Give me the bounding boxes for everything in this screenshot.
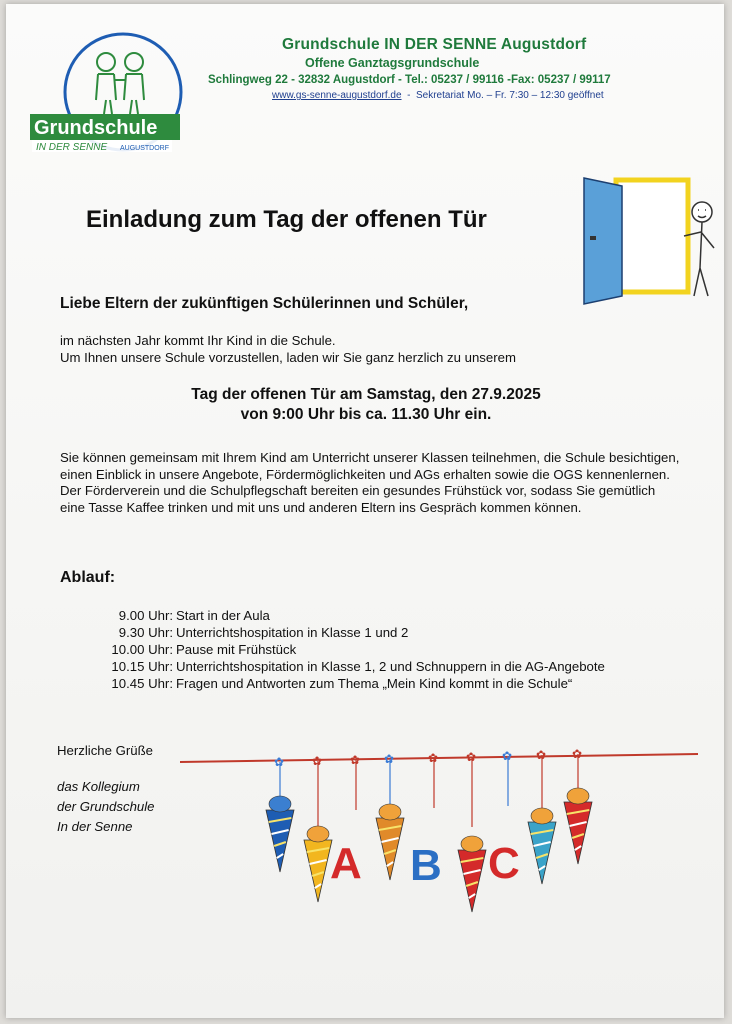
schedule-time: 9.00 Uhr: bbox=[118, 608, 173, 623]
bow-icon: ✿ bbox=[274, 755, 285, 769]
schedule-desc: Unterrichtshospitation in Klasse 1 und 2 bbox=[176, 625, 409, 640]
schedule-time: 10.15 Uhr: bbox=[111, 659, 173, 674]
cone-wrapping bbox=[531, 808, 553, 824]
door-panel bbox=[584, 178, 622, 304]
school-type: Offene Ganztagsgrundschule bbox=[305, 56, 480, 70]
signature-line: der Grundschule bbox=[57, 799, 155, 814]
cone-wrapping bbox=[307, 826, 329, 842]
logo-place: AUGUSTDORF bbox=[120, 145, 169, 152]
children-drawing-icon bbox=[96, 53, 144, 114]
schedule-item bbox=[60, 624, 605, 641]
signature bbox=[57, 777, 155, 837]
salutation: Liebe Eltern der zukünftigen Schülerinnen und Schüler, bbox=[60, 295, 469, 312]
office-hours: Sekretariat Mo. – Fr. 7:30 – 12:30 geöffnet bbox=[415, 90, 604, 101]
garland-string bbox=[180, 754, 698, 762]
open-door-illustration bbox=[578, 176, 718, 308]
body-paragraph: Sie können gemeinsam mit Ihrem Kind am Unterricht unserer Klassen teilnehmen, die Schule besichtigen, einen Einblick in unsere Angebote, Fördermöglichkeiten und AGs erhalten sowie die OGS kennenlernen. bbox=[60, 450, 680, 482]
door-frame bbox=[616, 180, 688, 292]
bow-icon: ✿ bbox=[502, 749, 513, 763]
schedule-item bbox=[60, 641, 605, 658]
letter-c: C bbox=[488, 839, 520, 888]
schedule-item bbox=[60, 607, 605, 624]
school-name: Grundschule IN DER SENNE Augustdorf bbox=[282, 36, 587, 53]
bow-icon: ✿ bbox=[312, 754, 323, 768]
schedule-desc: Unterrichtshospitation in Klasse 1, 2 und Schnuppern in die AG-Angebote bbox=[176, 659, 605, 674]
contact-line bbox=[272, 90, 604, 101]
bow-icon: ✿ bbox=[350, 753, 361, 767]
event-time: von 9:00 Uhr bis ca. 11.30 Uhr ein. bbox=[240, 406, 492, 423]
schedule-desc: Pause mit Frühstück bbox=[176, 642, 297, 657]
event-date: Tag der offenen Tür am Samstag, den 27.9.2025 bbox=[191, 386, 541, 403]
cone-wrapping bbox=[461, 836, 483, 852]
closing-greeting: Herzliche Grüße bbox=[57, 743, 154, 758]
logo-word: Grundschule bbox=[34, 117, 158, 139]
bow-icon: ✿ bbox=[536, 748, 547, 762]
schedule-item bbox=[60, 658, 605, 675]
website-link[interactable]: www.gs-senne-augustdorf.de bbox=[272, 90, 402, 101]
abc-garland-illustration bbox=[170, 740, 710, 940]
body-text bbox=[60, 450, 680, 516]
intro-paragraph bbox=[60, 333, 680, 366]
intro-line: Um Ihnen unsere Schule vorzustellen, laden wir Sie ganz herzlich zu unserem bbox=[60, 349, 516, 365]
schedule-heading: Ablauf: bbox=[60, 569, 116, 586]
bow-icon: ✿ bbox=[466, 750, 477, 764]
schedule-desc: Start in der Aula bbox=[176, 608, 270, 623]
school-address: Schlingweg 22 - 32832 Augustdorf - Tel.: 05237 / 99116 -Fax: 05237 / 99117 bbox=[208, 74, 611, 86]
schedule-desc: Fragen und Antworten zum Thema „Mein Kind kommt in die Schule“ bbox=[176, 676, 573, 691]
signature-line: In der Senne bbox=[57, 819, 133, 834]
door-handle-icon bbox=[590, 236, 596, 240]
logo-subtitle: IN DER SENNE bbox=[36, 142, 108, 153]
schedule-time: 9.30 Uhr: bbox=[118, 625, 173, 640]
event-announcement bbox=[60, 385, 672, 425]
signature-line: das Kollegium bbox=[57, 779, 140, 794]
separator: - bbox=[401, 90, 416, 101]
cone-wrapping bbox=[379, 804, 401, 820]
schedule-time: 10.00 Uhr: bbox=[111, 642, 173, 657]
schedule-item bbox=[60, 675, 605, 692]
schedule-list bbox=[60, 607, 605, 692]
page-title: Einladung zum Tag der offenen Tür bbox=[86, 206, 487, 233]
cone-wrapping bbox=[567, 788, 589, 804]
body-paragraph: Der Förderverein und die Schulpflegschaft bereiten ein gesundes Frühstück vor, sodass Sie gemütlich eine Tasse Kaffee trinken und mit uns und anderen Eltern ins Gespräch kommen können. bbox=[60, 483, 656, 515]
school-logo bbox=[28, 30, 193, 160]
cone-wrapping bbox=[269, 796, 291, 812]
bow-icon: ✿ bbox=[428, 751, 439, 765]
letter-b: B bbox=[410, 841, 442, 890]
bow-icon: ✿ bbox=[384, 752, 395, 766]
letter-a: A bbox=[330, 839, 362, 888]
bow-icon: ✿ bbox=[572, 747, 583, 761]
intro-line: im nächsten Jahr kommt Ihr Kind in die Schule. bbox=[60, 333, 336, 348]
schedule-time: 10.45 Uhr: bbox=[111, 676, 173, 691]
